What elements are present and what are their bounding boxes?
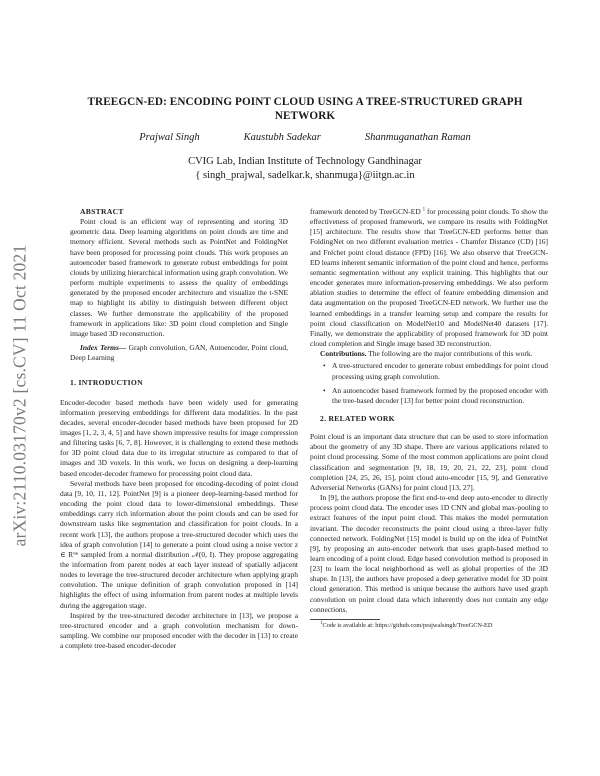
index-terms-text: Graph convolution, GAN, Autoencoder, Point cloud, Deep Learning bbox=[70, 343, 288, 363]
author-name: Shanmuganathan Raman bbox=[364, 132, 471, 143]
contributions-label: Contributions. bbox=[320, 349, 367, 359]
left-column bbox=[60, 207, 298, 651]
index-terms bbox=[60, 343, 298, 363]
intro-cont-text-a: framework denoted by TreeGCN-ED bbox=[310, 207, 423, 216]
paper-title: TREEGCN-ED: ENCODING POINT CLOUD USING A TREE-STRUCTURED GRAPH NETWORK bbox=[87, 96, 523, 122]
contributions-text: The following are the major contributions of this work. bbox=[366, 349, 533, 359]
related-paragraph-1: Point cloud is an important data structure that can be used to store information about the geometry of any 3D shape. There are various applications related to point cloud processing. Some of the most common applications are point cloud classification and segmentation [9, 18, 19, 20, 21, 22, 23], point cloud completion [24, 25, 26, 15], point cloud auto-encoder [15, 9], and Generative Adverserial Networks (GANs) for point cloud [13, 27]. bbox=[310, 432, 548, 492]
footnote-marker: 1 bbox=[422, 207, 426, 213]
related-work-heading: 2. RELATED WORK bbox=[320, 413, 395, 423]
related-paragraph-2: In [9], the authors propose the first end-to-end deep auto-encoder to directly process point cloud data. The encoder uses 1D CNN and global max-pooling to extract features of the input point cloud. This makes the model permutation invariant. The decoder reconstructs the point cloud using a three-layer fully connected network. FoldingNet [15] model is build up on the idea of PointNet [9], by proposing an auto-encoder network that uses graph-based method to learn encoding of a point cloud. Edge based convolution method is proposed in [23] to learn the local neighborhood as well as global properties of the 3D shape. In [13], the authors have proposed a deep generative model for 3D point cloud generation. This method is unique because the authors have used graph convolution on point cloud data which inherently does not contain any edge connections. bbox=[310, 493, 548, 614]
affiliation: CVIG Lab, Indian Institute of Technology Gandhinagar bbox=[188, 156, 422, 167]
author-list bbox=[60, 132, 550, 143]
footnote bbox=[310, 622, 548, 630]
abstract-text: Point cloud is an efficient way of representing and storing 3D geometric data. Deep learning algorithms on point clouds are time and memory efficient. Several methods such as PointNet and FoldingNet have been proposed for processing point clouds. This work proposes an autoencoder based framework to generate robust embeddings for point clouds by utilizing hierarchical information using graph convolution. We perform multiple experiments to assess the quality of embeddings generated by the proposed encoder architecture and visualize the t-SNE map to highlight its ability to distinguish between different object classes. We further demonstrate the applicability of the proposed framework in applications like: 3D point cloud completion and Single image based 3D reconstruction. bbox=[70, 217, 288, 338]
intro-paragraph-1: Encoder-decoder based methods have been widely used for generating information preserving embeddings for different data modalities. In the past decades, several encoder-decoder based methods have been proposed for 2D images [1, 2, 3, 4, 5] and have shown impressive results for image compression and filtering tasks [6, 7, 8]. However, it is challenging to extend these methods for 3D point cloud data due to its irregular structure as compared to that of images and 3D voxels. In this work, we focus on designing a deep-learning based encoder-decoder framewo for processing point cloud data. bbox=[60, 397, 298, 478]
intro-paragraph-2: Several methods have been proposed for encoding-decoding of point cloud data [9, 10, 11, 12]. PointNet [9] is a pioneer deep-learning-based method for encoding the point cloud data to lower-dimensional embeddings. These embeddings carry rich information about the point clouds and can be used for downstream tasks like segmentation and classification for point clouds. In a recent work [13], the authors propose a tree-structured decoder which uses the idea of graph convolution [14] to generate a point cloud using a noise vector z ∈ R⁹⁶ sampled from a normal distribution 𝒩(0, I). They propose aggregating the information from parent nodes at each layer instead of spatially adjacent nodes to leverage the tree-structured decoder architecture when applying graph convolution. The unique definition of graph convolution proposed in [14] highlights the effect of using information from parent nodes at multiple levels during the aggregation stage. bbox=[60, 478, 298, 610]
contributions-list bbox=[310, 361, 548, 406]
author-emails: { singh_prajwal, sadelkar.k, shanmuga}@iitgn.ac.in bbox=[195, 169, 415, 181]
footnote-mark: 1 bbox=[320, 620, 323, 626]
abstract-heading: ABSTRACT bbox=[80, 207, 124, 216]
affiliation-block bbox=[60, 155, 550, 182]
arxiv-identifier bbox=[2, 210, 38, 580]
author-name: Kaustubh Sadekar bbox=[243, 132, 321, 143]
intro-continuation bbox=[310, 207, 548, 349]
arxiv-id-text: arXiv:2110.03170v2 [cs.CV] 11 Oct 2021 bbox=[9, 244, 30, 546]
intro-heading: 1. INTRODUCTION bbox=[70, 378, 143, 388]
list-item: • An autoencoder based framework formed by the proposed encoder with the tree-based decoder [13] for better point cloud reconstruction. bbox=[332, 386, 548, 406]
footnote-text: Code is available at: https://github.com/prajwalsingh/TreeGCN-ED bbox=[322, 621, 493, 629]
list-item: • A tree-structured encoder to generate robust embeddings for point cloud processing using graph convolution. bbox=[332, 361, 548, 381]
contributions-paragraph bbox=[310, 349, 548, 359]
intro-paragraph-3: Inspired by the tree-structured decoder architecture in [13], we propose a tree-structured encoder and a graph convolution mechanism for down-sampling. We combine our proposed encoder with the decoder in [13] to create a complete tree-based encoder-decoder bbox=[60, 610, 298, 651]
index-terms-label: Index Terms— bbox=[80, 343, 127, 353]
author-name: Prajwal Singh bbox=[139, 132, 200, 143]
right-column bbox=[310, 207, 548, 630]
footnote-divider bbox=[310, 619, 380, 620]
abstract-section bbox=[60, 207, 298, 363]
intro-cont-text-b: for processing point clouds. To show the effectiveness of proposed framework, we compare its results with FoldingNet [15] architecture. The results show that TreeGCN-ED performs better than FoldingNet on two different evaluation metrics - Chamfer Distance (CD) [16] and Fréchet point cloud distance (FPD) [16]. We also observe that TreeGCN-ED learns inherent semantic information of the point cloud and hence, performs semantic segmentation without any explicit training. This highlights that our encoder generates more information-preserving embeddings. We also perform ablation studies to determine the effect of feature embedding dimension and data augmentation on the proposed TreeGCN-ED network. We further use the learned embeddings in a transfer learning setup and compare the results for point cloud classification on ModelNet10 and ModelNet40 datasets [17]. Finally, we demonstrate the applicability of proposed framework for 3D point cloud completion and Single image based 3D reconstruction. bbox=[310, 207, 548, 349]
